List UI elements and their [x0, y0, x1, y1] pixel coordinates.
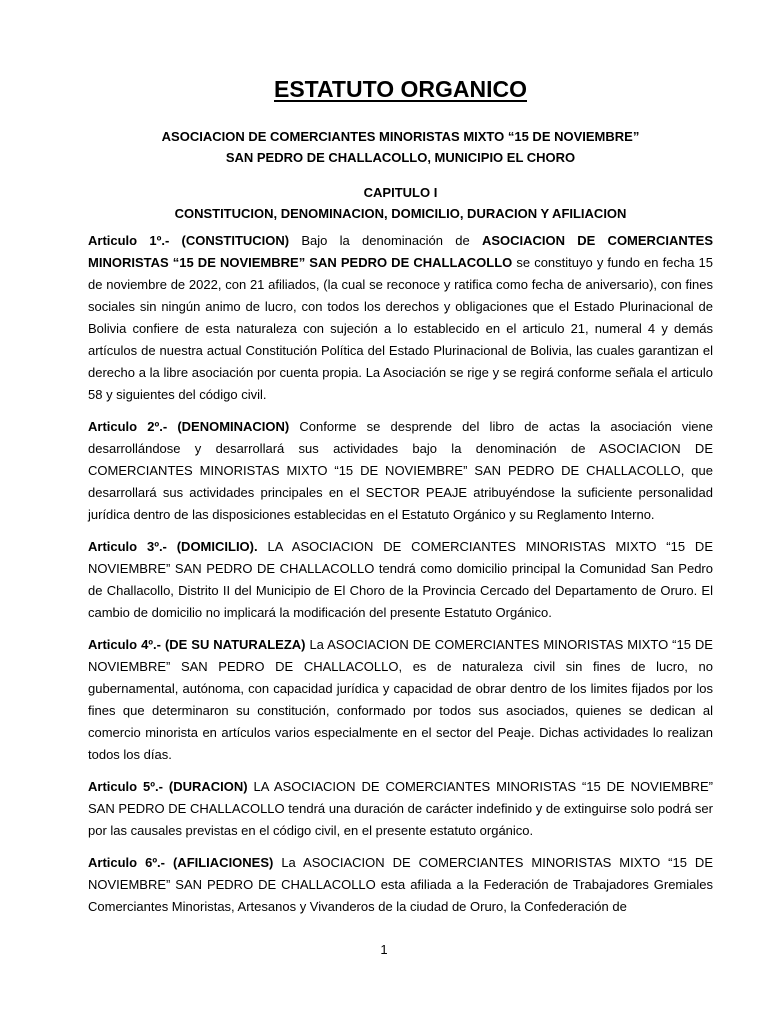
- chapter-heading: [88, 182, 713, 224]
- article-text: Bajo la denominación de: [289, 233, 482, 248]
- article-6: [88, 852, 713, 918]
- article-text: LA ASOCIACION DE COMERCIANTES MINORISTAS “15 DE NOVIEMBRE” SAN PEDRO DE CHALLACOLLO tendrá una duración de carácter indefinido y de extinguirse solo podrá ser por las causales previstas en el código civil, en el presente estatuto orgánico.: [88, 779, 713, 838]
- document-title: ESTATUTO ORGANICO: [274, 76, 527, 102]
- article-heading: Articulo 6º.- (AFILIACIONES): [88, 855, 274, 870]
- page-number: 1: [380, 942, 388, 957]
- article-text: se constituyo y fundo en fecha 15 de noviembre de 2022, con 21 afiliados, (la cual se reconoce y ratifica como fecha de aniversario), con fines sociales sin ningún animo de lucro, con todos los derechos y obligaciones que el Estado Plurinacional de Bolivia confiere de esta naturaleza con sujeción a lo establecido en el articulo 21, numeral 4 y demás artículos de nuestra actual Constitución Política del Estado Plurinacional de Bolivia, las cuales garantizan el derecho a la libre asociación por cuenta propia. La Asociación se rige y se regirá conforme señala el articulo 58 y siguientes del código civil.: [88, 255, 713, 402]
- article-text: Conforme se desprende del libro de actas la asociación viene desarrollándose y desarrollará sus actividades bajo la denominación de ASOCIACION DE COMERCIANTES MINORISTAS MIXTO “15 DE NOVIEMBRE” SAN PEDRO DE CHALLACOLLO, que desarrollará sus actividades principales en el SECTOR PEAJE atribuyéndose la suficiente personalidad jurídica dentro de las disposiciones establecidas en el Estatuto Orgánico y su Reglamento Interno.: [88, 419, 713, 522]
- association-name-block: [88, 126, 713, 168]
- article-2: [88, 416, 713, 526]
- article-heading: Articulo 2º.- (DENOMINACION): [88, 419, 290, 434]
- association-name-line-2: SAN PEDRO DE CHALLACOLLO, MUNICIPIO EL CHORO: [225, 150, 576, 165]
- article-text: LA ASOCIACION DE COMERCIANTES MINORISTAS MIXTO “15 DE NOVIEMBRE” SAN PEDRO DE CHALLACOLLO tendrá como domicilio principal la Comunidad San Pedro de Challacollo, Distrito II del Municipio de El Choro de la Provincia Cercado del Departamento de Oruro. El cambio de domicilio no implicará la modificación del presente Estatuto Orgánico.: [88, 539, 713, 620]
- article-bold-text: ASOCIACION DE COMERCIANTES MINORISTAS “15 DE NOVIEMBRE” SAN PEDRO DE CHALLACOLLO: [88, 233, 714, 270]
- article-heading: Articulo 4º.- (DE SU NATURALEZA): [88, 637, 306, 652]
- article-3: [88, 536, 713, 624]
- article-text: La ASOCIACION DE COMERCIANTES MINORISTAS MIXTO “15 DE NOVIEMBRE” SAN PEDRO DE CHALLACOLLO, es de naturaleza civil sin fines de lucro, no gubernamental, autónoma, con capacidad jurídica y capacidad de obrar dentro de los limites fijados por los fines que determinaron su constitución, conformado por todos sus asociados, quienes se dedican al comercio minorista en artículos varios especialmente en el sector del Peaje. Dichas actividades lo realizan todos los días.: [88, 637, 713, 762]
- article-5: [88, 776, 713, 842]
- chapter-number: CAPITULO I: [363, 185, 438, 200]
- article-heading: Articulo 5º.- (DURACION): [88, 779, 248, 794]
- article-heading: Articulo 3º.- (DOMICILIO).: [88, 539, 258, 554]
- article-text: La ASOCIACION DE COMERCIANTES MINORISTAS MIXTO “15 DE NOVIEMBRE” SAN PEDRO DE CHALLACOLLO esta afiliada a la Federación de Trabajadores Gremiales Comerciantes Minoristas, Artesanos y Vivanderos de la ciudad de Oruro, la Confederación de: [88, 855, 713, 914]
- article-heading: Articulo 1º.- (CONSTITUCION): [88, 233, 290, 248]
- association-name-line-1: ASOCIACION DE COMERCIANTES MINORISTAS MIXTO “15 DE NOVIEMBRE”: [161, 129, 640, 144]
- chapter-name: CONSTITUCION, DENOMINACION, DOMICILIO, DURACION Y AFILIACION: [174, 206, 627, 221]
- article-4: [88, 634, 713, 766]
- article-1: [88, 230, 713, 406]
